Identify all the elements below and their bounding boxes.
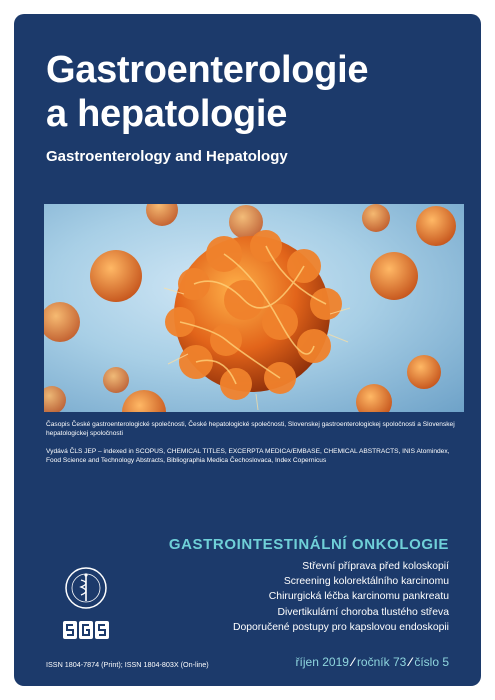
journal-subtitle: Gastroenterology and Hepatology [46, 148, 288, 165]
toc-item: Střevní příprava před koloskopií [302, 561, 449, 572]
societies-text: Časopis České gastroenterologické společnosti, České hepatologické společnosti, Slovenskej gastroenterologickej spoločnosti a Slovenskej hepatologickej spoločnosti [46, 421, 455, 437]
section-heading: GASTROINTESTINÁLNÍ ONKOLOGIE [168, 536, 449, 553]
title-line-2: a hepatologie [46, 93, 288, 135]
toc-item: Screening kolorektálního karcinomu [283, 576, 449, 588]
cancer-cells-illustration [44, 204, 464, 412]
table-of-contents [233, 559, 449, 635]
toc-item: Chirurgická léčba karcinomu pankreatu [268, 591, 449, 603]
indexing-text: Vydává ČLS JEP – indexed in SCOPUS, CHEMICAL TITLES, EXCERPTA MEDICA/EMBASE, CHEMICAL ABSTRACTS, INIS Atomindex, Food Science and Technology Abstracts, Bibliographia Medica Čechoslovaca, Index Copernicus [46, 448, 450, 464]
sgs-logo-icon [62, 618, 110, 642]
toc-item: Doporučené postupy pro kapslovou endoskopii [232, 621, 449, 633]
title-line-1: Gastroenterologie [46, 49, 369, 91]
toc-item: Divertikulární choroba tlustého střeva [277, 606, 449, 618]
slash-separator-icon: ⁄ [351, 655, 354, 669]
issue-volume: ročník 73 [356, 655, 407, 669]
issue-number: číslo 5 [414, 655, 449, 669]
cls-jep-emblem-icon [64, 566, 108, 610]
journal-cover [14, 14, 481, 686]
issn-text: ISSN 1804-7874 (Print); ISSN 1804-803X (On-line) [46, 660, 209, 669]
journal-title [46, 48, 368, 136]
issue-info [296, 655, 449, 669]
slash-separator-icon: ⁄ [409, 655, 412, 669]
cover-illustration [44, 204, 464, 412]
issue-date: říjen 2019 [295, 655, 349, 669]
